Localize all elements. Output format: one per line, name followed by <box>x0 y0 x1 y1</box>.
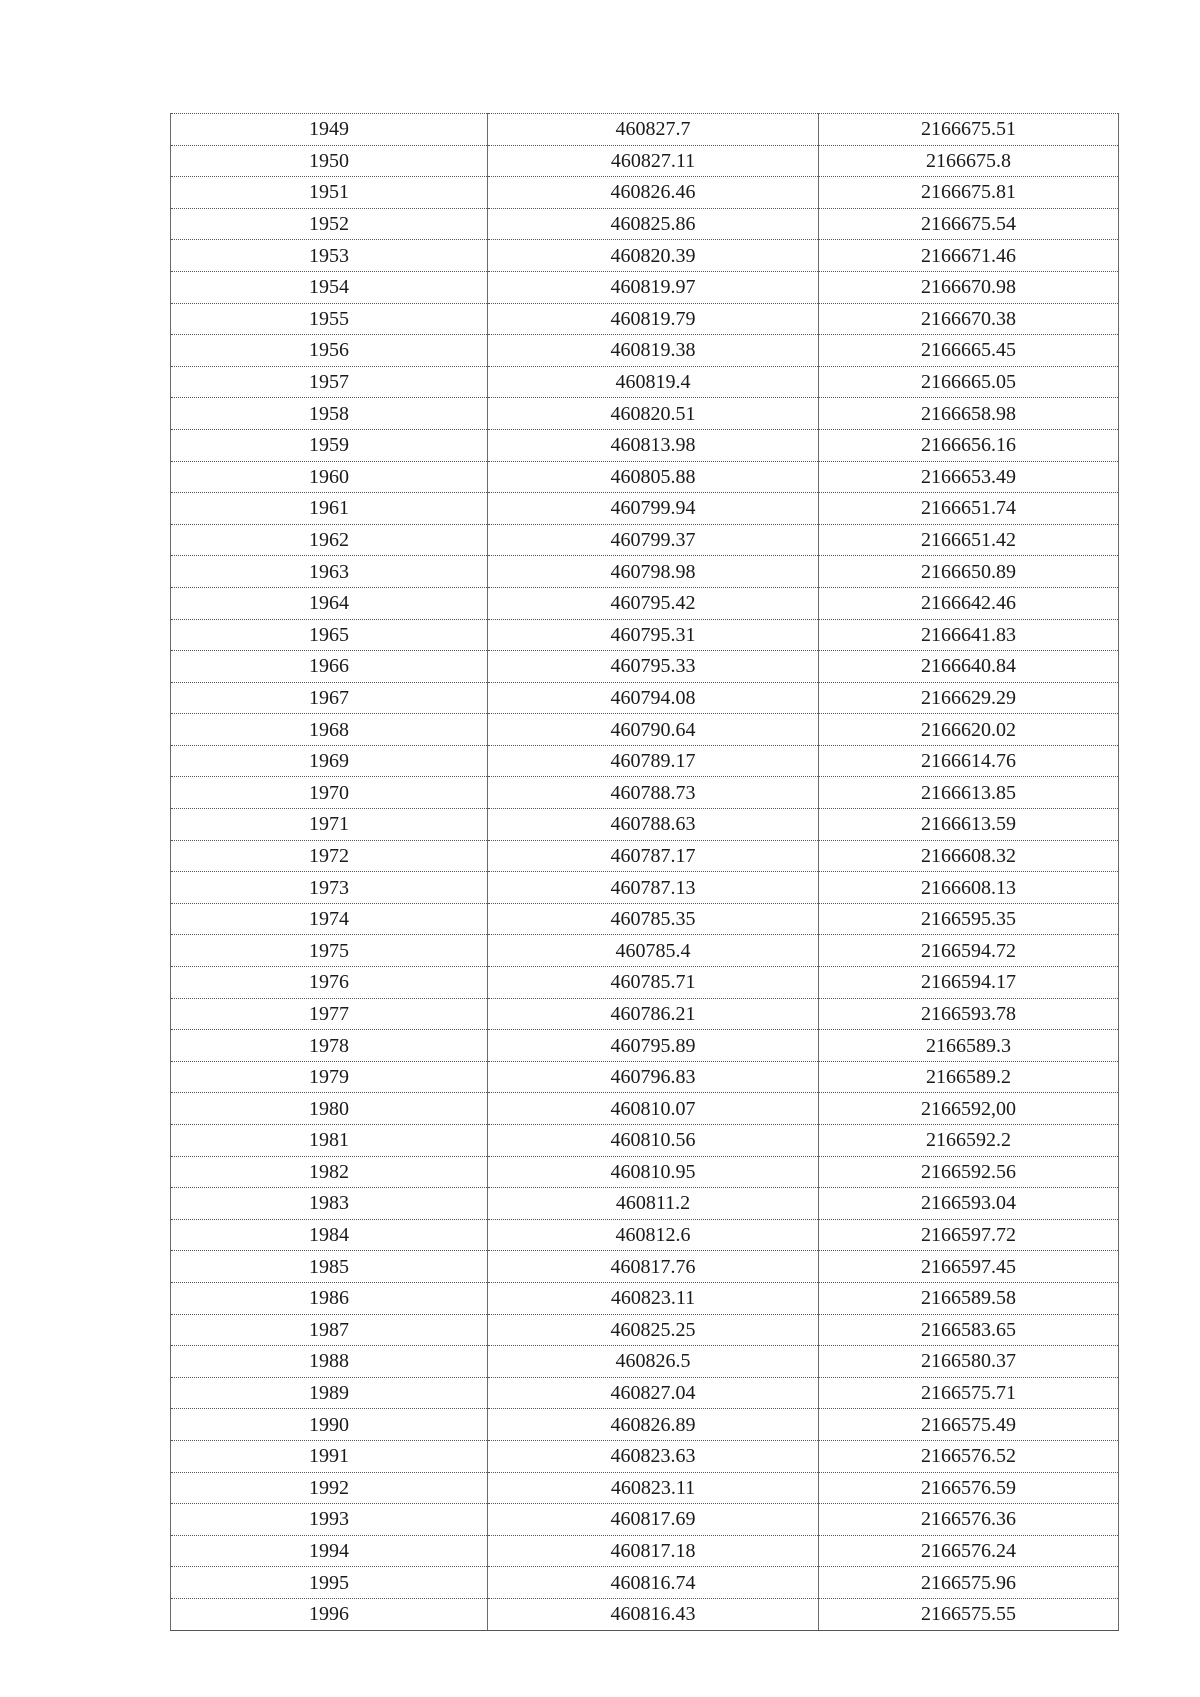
point-number-cell: 1974 <box>171 903 488 935</box>
x-coordinate-cell: 460811.2 <box>488 1188 819 1220</box>
table-row <box>171 1314 1119 1346</box>
x-coordinate-cell: 460817.69 <box>488 1504 819 1536</box>
x-coordinate-cell: 460820.51 <box>488 398 819 430</box>
y-coordinate-cell: 2166671.46 <box>819 240 1119 272</box>
x-coordinate-cell: 460820.39 <box>488 240 819 272</box>
y-coordinate-cell: 2166658.98 <box>819 398 1119 430</box>
point-number-cell: 1961 <box>171 493 488 525</box>
x-coordinate-cell: 460810.95 <box>488 1156 819 1188</box>
x-coordinate-cell: 460796.83 <box>488 1061 819 1093</box>
point-number-cell: 1982 <box>171 1156 488 1188</box>
y-coordinate-cell: 2166608.32 <box>819 840 1119 872</box>
x-coordinate-cell: 460794.08 <box>488 682 819 714</box>
table-row <box>171 682 1119 714</box>
y-coordinate-cell: 2166575.49 <box>819 1409 1119 1441</box>
point-number-cell: 1963 <box>171 556 488 588</box>
point-number-cell: 1976 <box>171 967 488 999</box>
y-coordinate-cell: 2166608.13 <box>819 872 1119 904</box>
table-row <box>171 651 1119 683</box>
point-number-cell: 1968 <box>171 714 488 746</box>
table-row <box>171 1219 1119 1251</box>
table-row <box>171 967 1119 999</box>
table-row <box>171 998 1119 1030</box>
y-coordinate-cell: 2166580.37 <box>819 1346 1119 1378</box>
y-coordinate-cell: 2166594.72 <box>819 935 1119 967</box>
y-coordinate-cell: 2166650.89 <box>819 556 1119 588</box>
table-row <box>171 1156 1119 1188</box>
y-coordinate-cell: 2166592,00 <box>819 1093 1119 1125</box>
table-row <box>171 935 1119 967</box>
x-coordinate-cell: 460817.18 <box>488 1535 819 1567</box>
x-coordinate-cell: 460817.76 <box>488 1251 819 1283</box>
y-coordinate-cell: 2166665.45 <box>819 335 1119 367</box>
table-row <box>171 366 1119 398</box>
x-coordinate-cell: 460810.07 <box>488 1093 819 1125</box>
x-coordinate-cell: 460786.21 <box>488 998 819 1030</box>
point-number-cell: 1989 <box>171 1377 488 1409</box>
y-coordinate-cell: 2166592.56 <box>819 1156 1119 1188</box>
y-coordinate-cell: 2166651.42 <box>819 524 1119 556</box>
x-coordinate-cell: 460823.63 <box>488 1440 819 1472</box>
point-number-cell: 1990 <box>171 1409 488 1441</box>
x-coordinate-cell: 460795.89 <box>488 1030 819 1062</box>
x-coordinate-cell: 460816.74 <box>488 1567 819 1599</box>
table-row <box>171 1061 1119 1093</box>
point-number-cell: 1958 <box>171 398 488 430</box>
x-coordinate-cell: 460795.42 <box>488 587 819 619</box>
point-number-cell: 1993 <box>171 1504 488 1536</box>
x-coordinate-cell: 460805.88 <box>488 461 819 493</box>
y-coordinate-cell: 2166629.29 <box>819 682 1119 714</box>
point-number-cell: 1981 <box>171 1125 488 1157</box>
x-coordinate-cell: 460816.43 <box>488 1598 819 1630</box>
y-coordinate-cell: 2166641.83 <box>819 619 1119 651</box>
y-coordinate-cell: 2166583.65 <box>819 1314 1119 1346</box>
y-coordinate-cell: 2166595.35 <box>819 903 1119 935</box>
x-coordinate-cell: 460827.11 <box>488 145 819 177</box>
y-coordinate-cell: 2166575.96 <box>819 1567 1119 1599</box>
y-coordinate-cell: 2166575.71 <box>819 1377 1119 1409</box>
y-coordinate-cell: 2166576.59 <box>819 1472 1119 1504</box>
x-coordinate-cell: 460826.5 <box>488 1346 819 1378</box>
y-coordinate-cell: 2166575.55 <box>819 1598 1119 1630</box>
table-row <box>171 1346 1119 1378</box>
table-row <box>171 1030 1119 1062</box>
x-coordinate-cell: 460819.97 <box>488 271 819 303</box>
y-coordinate-cell: 2166593.78 <box>819 998 1119 1030</box>
x-coordinate-cell: 460823.11 <box>488 1472 819 1504</box>
table-row <box>171 398 1119 430</box>
table-row <box>171 1125 1119 1157</box>
x-coordinate-cell: 460826.46 <box>488 177 819 209</box>
x-coordinate-cell: 460795.31 <box>488 619 819 651</box>
table-row <box>171 303 1119 335</box>
y-coordinate-cell: 2166675.81 <box>819 177 1119 209</box>
y-coordinate-cell: 2166589.58 <box>819 1282 1119 1314</box>
table-row <box>171 240 1119 272</box>
y-coordinate-cell: 2166593.04 <box>819 1188 1119 1220</box>
x-coordinate-cell: 460819.4 <box>488 366 819 398</box>
x-coordinate-cell: 460819.38 <box>488 335 819 367</box>
x-coordinate-cell: 460819.79 <box>488 303 819 335</box>
point-number-cell: 1978 <box>171 1030 488 1062</box>
point-number-cell: 1979 <box>171 1061 488 1093</box>
y-coordinate-cell: 2166651.74 <box>819 493 1119 525</box>
table-row <box>171 524 1119 556</box>
table-row <box>171 461 1119 493</box>
y-coordinate-cell: 2166675.51 <box>819 114 1119 146</box>
point-number-cell: 1967 <box>171 682 488 714</box>
y-coordinate-cell: 2166656.16 <box>819 429 1119 461</box>
point-number-cell: 1965 <box>171 619 488 651</box>
table-row <box>171 1188 1119 1220</box>
table-row <box>171 1409 1119 1441</box>
x-coordinate-cell: 460823.11 <box>488 1282 819 1314</box>
y-coordinate-cell: 2166675.8 <box>819 145 1119 177</box>
table-row <box>171 556 1119 588</box>
table-row <box>171 1472 1119 1504</box>
y-coordinate-cell: 2166642.46 <box>819 587 1119 619</box>
table-row <box>171 208 1119 240</box>
y-coordinate-cell: 2166589.2 <box>819 1061 1119 1093</box>
point-number-cell: 1988 <box>171 1346 488 1378</box>
point-number-cell: 1995 <box>171 1567 488 1599</box>
table-row <box>171 619 1119 651</box>
x-coordinate-cell: 460799.94 <box>488 493 819 525</box>
y-coordinate-cell: 2166675.54 <box>819 208 1119 240</box>
point-number-cell: 1973 <box>171 872 488 904</box>
y-coordinate-cell: 2166613.59 <box>819 809 1119 841</box>
table-row <box>171 903 1119 935</box>
y-coordinate-cell: 2166576.24 <box>819 1535 1119 1567</box>
point-number-cell: 1991 <box>171 1440 488 1472</box>
x-coordinate-cell: 460788.63 <box>488 809 819 841</box>
table-row <box>171 1093 1119 1125</box>
point-number-cell: 1987 <box>171 1314 488 1346</box>
point-number-cell: 1971 <box>171 809 488 841</box>
table-row <box>171 1282 1119 1314</box>
table-row <box>171 872 1119 904</box>
point-number-cell: 1952 <box>171 208 488 240</box>
x-coordinate-cell: 460798.98 <box>488 556 819 588</box>
point-number-cell: 1954 <box>171 271 488 303</box>
point-number-cell: 1985 <box>171 1251 488 1283</box>
x-coordinate-cell: 460812.6 <box>488 1219 819 1251</box>
table-row <box>171 840 1119 872</box>
y-coordinate-cell: 2166592.2 <box>819 1125 1119 1157</box>
point-number-cell: 1992 <box>171 1472 488 1504</box>
point-number-cell: 1969 <box>171 745 488 777</box>
table-row <box>171 114 1119 146</box>
table-row <box>171 1440 1119 1472</box>
table-row <box>171 587 1119 619</box>
table-row <box>171 429 1119 461</box>
table-row <box>171 1377 1119 1409</box>
table-row <box>171 1251 1119 1283</box>
point-number-cell: 1962 <box>171 524 488 556</box>
table-row <box>171 493 1119 525</box>
x-coordinate-cell: 460787.13 <box>488 872 819 904</box>
point-number-cell: 1959 <box>171 429 488 461</box>
coordinate-table <box>170 113 1119 1631</box>
x-coordinate-cell: 460799.37 <box>488 524 819 556</box>
y-coordinate-cell: 2166665.05 <box>819 366 1119 398</box>
y-coordinate-cell: 2166613.85 <box>819 777 1119 809</box>
table-row <box>171 714 1119 746</box>
x-coordinate-cell: 460788.73 <box>488 777 819 809</box>
y-coordinate-cell: 2166597.72 <box>819 1219 1119 1251</box>
point-number-cell: 1950 <box>171 145 488 177</box>
x-coordinate-cell: 460813.98 <box>488 429 819 461</box>
point-number-cell: 1984 <box>171 1219 488 1251</box>
x-coordinate-cell: 460825.25 <box>488 1314 819 1346</box>
table-row <box>171 335 1119 367</box>
table-row <box>171 1598 1119 1630</box>
y-coordinate-cell: 2166640.84 <box>819 651 1119 683</box>
table-row <box>171 177 1119 209</box>
point-number-cell: 1956 <box>171 335 488 367</box>
x-coordinate-cell: 460810.56 <box>488 1125 819 1157</box>
point-number-cell: 1957 <box>171 366 488 398</box>
table-row <box>171 271 1119 303</box>
table-row <box>171 145 1119 177</box>
x-coordinate-cell: 460827.7 <box>488 114 819 146</box>
y-coordinate-cell: 2166614.76 <box>819 745 1119 777</box>
x-coordinate-cell: 460826.89 <box>488 1409 819 1441</box>
point-number-cell: 1986 <box>171 1282 488 1314</box>
x-coordinate-cell: 460790.64 <box>488 714 819 746</box>
y-coordinate-cell: 2166670.38 <box>819 303 1119 335</box>
x-coordinate-cell: 460789.17 <box>488 745 819 777</box>
point-number-cell: 1951 <box>171 177 488 209</box>
table-row <box>171 1567 1119 1599</box>
point-number-cell: 1966 <box>171 651 488 683</box>
x-coordinate-cell: 460787.17 <box>488 840 819 872</box>
x-coordinate-cell: 460795.33 <box>488 651 819 683</box>
y-coordinate-cell: 2166576.52 <box>819 1440 1119 1472</box>
point-number-cell: 1977 <box>171 998 488 1030</box>
point-number-cell: 1983 <box>171 1188 488 1220</box>
point-number-cell: 1975 <box>171 935 488 967</box>
x-coordinate-cell: 460827.04 <box>488 1377 819 1409</box>
point-number-cell: 1964 <box>171 587 488 619</box>
table-row <box>171 1535 1119 1567</box>
x-coordinate-cell: 460785.4 <box>488 935 819 967</box>
table-row <box>171 1504 1119 1536</box>
y-coordinate-cell: 2166594.17 <box>819 967 1119 999</box>
x-coordinate-cell: 460785.71 <box>488 967 819 999</box>
point-number-cell: 1953 <box>171 240 488 272</box>
point-number-cell: 1994 <box>171 1535 488 1567</box>
point-number-cell: 1970 <box>171 777 488 809</box>
point-number-cell: 1980 <box>171 1093 488 1125</box>
y-coordinate-cell: 2166597.45 <box>819 1251 1119 1283</box>
y-coordinate-cell: 2166576.36 <box>819 1504 1119 1536</box>
point-number-cell: 1960 <box>171 461 488 493</box>
table-row <box>171 809 1119 841</box>
x-coordinate-cell: 460785.35 <box>488 903 819 935</box>
coordinate-table-body <box>171 114 1119 1631</box>
table-row <box>171 777 1119 809</box>
y-coordinate-cell: 2166589.3 <box>819 1030 1119 1062</box>
point-number-cell: 1972 <box>171 840 488 872</box>
table-row <box>171 745 1119 777</box>
point-number-cell: 1955 <box>171 303 488 335</box>
point-number-cell: 1996 <box>171 1598 488 1630</box>
y-coordinate-cell: 2166620.02 <box>819 714 1119 746</box>
point-number-cell: 1949 <box>171 114 488 146</box>
x-coordinate-cell: 460825.86 <box>488 208 819 240</box>
y-coordinate-cell: 2166670.98 <box>819 271 1119 303</box>
y-coordinate-cell: 2166653.49 <box>819 461 1119 493</box>
